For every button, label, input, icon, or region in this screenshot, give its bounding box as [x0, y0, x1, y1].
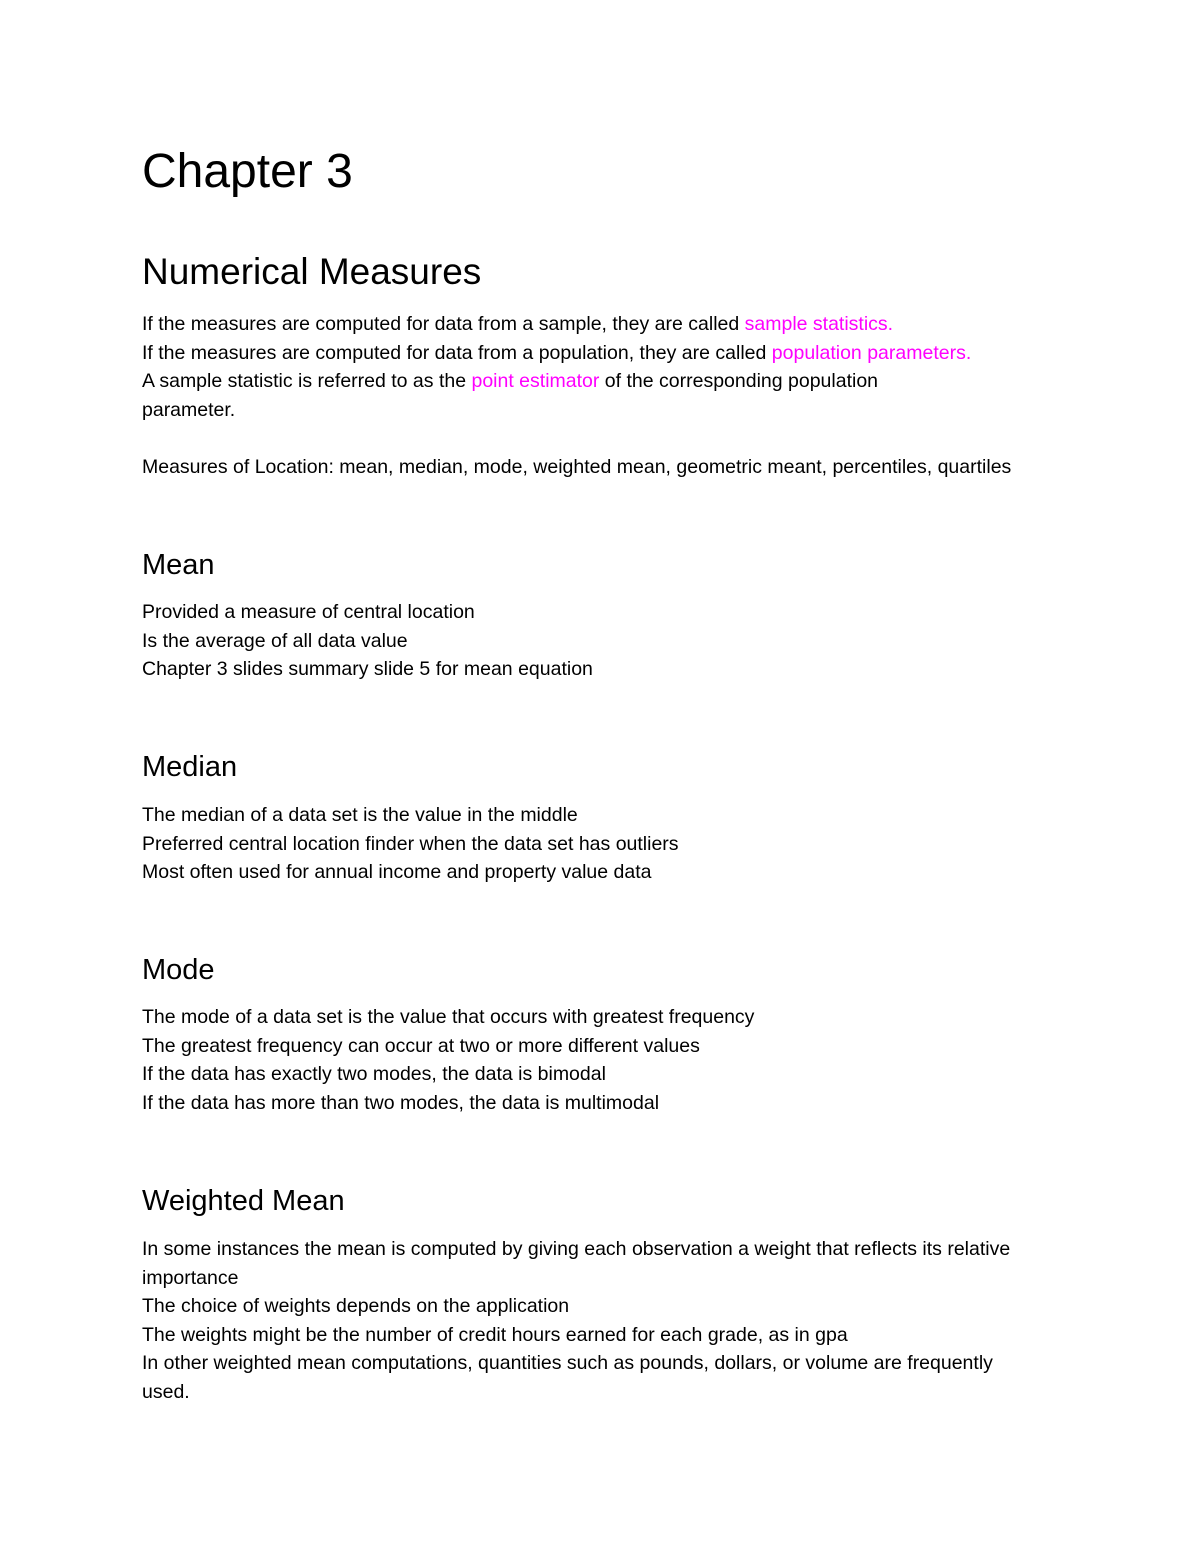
heading-weighted-mean: Weighted Mean	[142, 1185, 345, 1217]
mode-line: If the data has exactly two modes, the data is bimodal	[142, 1063, 606, 1086]
highlight-sample-statistics: sample statistics.	[744, 313, 894, 335]
section-title-numerical-measures: Numerical Measures	[142, 251, 482, 292]
weighted-mean-line: The choice of weights depends on the application	[142, 1295, 570, 1318]
measures-of-location-paragraph: Measures of Location: mean, median, mode, weighted mean, geometric meant, percentiles, quartiles	[142, 456, 1012, 478]
intro-line-point-estimator-pre: A sample statistic is referred to as the	[142, 370, 472, 393]
weighted-mean-paragraph	[142, 1235, 1072, 1407]
mean-paragraph	[142, 598, 1072, 684]
weighted-mean-line: In other weighted mean computations, quantities such as pounds, dollars, or volume are frequently used.	[142, 1352, 993, 1403]
chapter-title: Chapter 3	[142, 145, 353, 198]
intro-line-population-text: If the measures are computed for data from a population, they are called	[142, 341, 772, 364]
heading-mean: Mean	[142, 549, 215, 581]
intro-line-point-estimator	[142, 367, 972, 424]
intro-line-sample	[142, 310, 1072, 339]
intro-line-sample-text: If the measures are computed for data from a sample, they are called	[142, 313, 745, 335]
mean-line: Provided a measure of central location	[142, 601, 475, 623]
intro-paragraph	[142, 310, 1072, 424]
mean-line: Chapter 3 slides summary slide 5 for mean equation	[142, 658, 593, 681]
median-paragraph	[142, 801, 1072, 887]
weighted-mean-line: In some instances the mean is computed by giving each observation a weight that reflects its relative importance	[142, 1238, 1011, 1289]
highlight-point-estimator: point estimator	[471, 370, 600, 393]
mode-line: If the data has more than two modes, the data is multimodal	[142, 1091, 660, 1114]
median-line: The median of a data set is the value in the middle	[142, 804, 578, 826]
mode-line: The greatest frequency can occur at two or more different values	[142, 1034, 700, 1057]
intro-line-point-estimator-post: of the corresponding population parameter.	[142, 370, 879, 421]
mode-line: The mode of a data set is the value that occurs with greatest frequency	[142, 1006, 755, 1028]
median-line: Preferred central location finder when the data set has outliers	[142, 832, 679, 855]
weighted-mean-line: The weights might be the number of credit hours earned for each grade, as in gpa	[142, 1323, 848, 1346]
median-line: Most often used for annual income and property value data	[142, 861, 652, 884]
mean-line: Is the average of all data value	[142, 629, 408, 652]
highlight-population-parameters: population parameters.	[771, 341, 972, 364]
intro-line-population	[142, 339, 1072, 368]
mode-paragraph	[142, 1003, 1072, 1117]
heading-mode: Mode	[142, 954, 215, 986]
heading-median: Median	[142, 751, 238, 783]
